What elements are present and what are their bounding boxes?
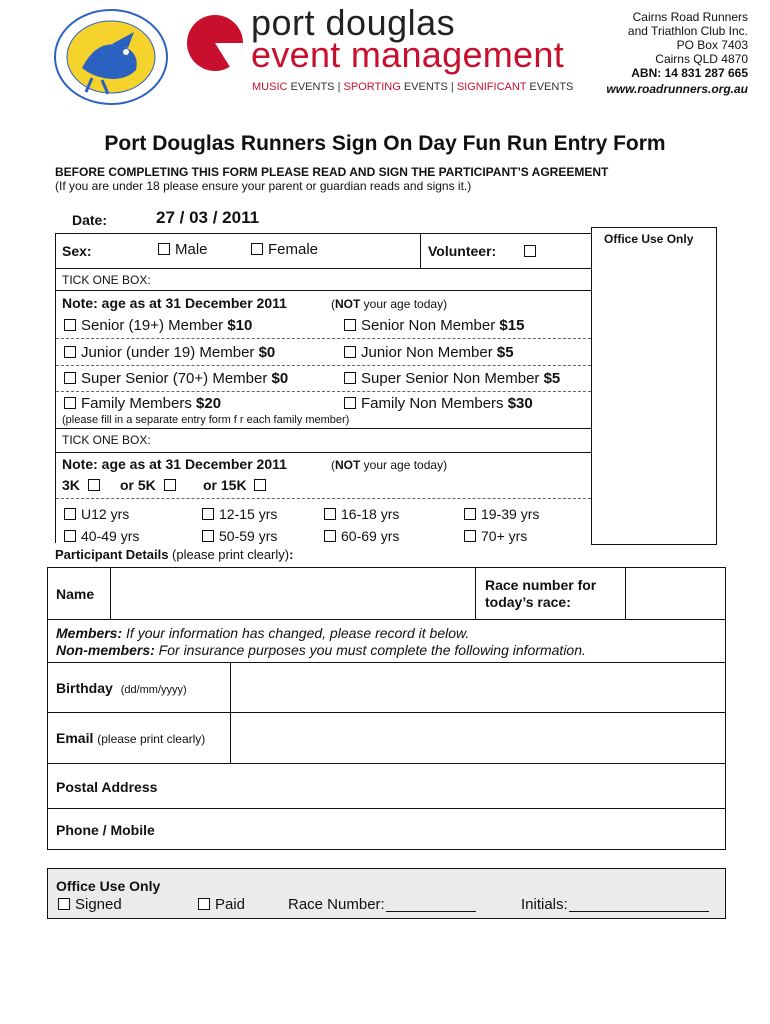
office-use-only-side: Office Use Only — [604, 232, 694, 246]
nonmembers-note: Non-members: For insurance purposes you must complete the following information. — [56, 642, 586, 658]
distance-5k-checkbox[interactable] — [164, 479, 176, 491]
age-group-12-15[interactable]: 12-15 yrs — [202, 506, 277, 522]
club-line-1: Cairns Road Runners — [632, 10, 748, 24]
form-instruction: BEFORE COMPLETING THIS FORM PLEASE READ AND SIGN THE PARTICIPANT’S AGREEMENT — [55, 165, 609, 179]
tick-one-box-1: TICK ONE BOX: — [62, 273, 151, 287]
name-label: Name — [56, 586, 95, 602]
distance-15k-option[interactable]: or 15K — [203, 477, 271, 493]
office-use-title: Office Use Only — [56, 878, 161, 894]
membership-super-senior-member[interactable]: Super Senior (70+) Member $0 — [64, 370, 288, 387]
not-age-note-1: (NOT your age today) — [331, 297, 448, 311]
age-group-u12[interactable]: U12 yrs — [64, 506, 129, 522]
race-number-blank[interactable] — [386, 911, 476, 912]
signed-checkbox[interactable] — [58, 898, 70, 910]
email-field[interactable] — [232, 714, 724, 762]
birthday-label: Birthday (dd/mm/yyyy) — [56, 680, 187, 696]
name-field[interactable] — [112, 569, 474, 618]
volunteer-checkbox[interactable] — [524, 243, 541, 261]
club-seal-logo — [52, 8, 170, 106]
checkbox[interactable] — [64, 319, 76, 331]
initials-blank[interactable] — [569, 911, 709, 912]
club-line-2: and Triathlon Club Inc. — [627, 24, 748, 38]
brand-tagline: MUSIC EVENTS | SPORTING EVENTS | SIGNIFICANT EVENTS — [252, 81, 574, 93]
office-initials: Initials: — [521, 896, 568, 913]
female-checkbox[interactable] — [251, 243, 263, 255]
volunteer-label: Volunteer: — [428, 243, 497, 259]
membership-junior-member[interactable]: Junior (under 19) Member $0 — [64, 344, 275, 361]
membership-senior-member[interactable]: Senior (19+) Member $10 — [64, 317, 252, 334]
phone-mobile-label: Phone / Mobile — [56, 822, 155, 838]
distance-3k-checkbox[interactable] — [88, 479, 100, 491]
age-group-60-69[interactable]: 60-69 yrs — [324, 528, 399, 544]
tagline-sporting: SPORTING — [343, 81, 401, 93]
sex-label: Sex: — [62, 243, 92, 259]
sex-female-option[interactable]: Female — [251, 241, 318, 258]
checkbox[interactable] — [64, 346, 76, 358]
under-18-note: (If you are under 18 please ensure your parent or guardian reads and signs it.) — [55, 179, 472, 193]
age-note-1: Note: age as at 31 December 2011 — [62, 295, 287, 311]
membership-family-non-members[interactable]: Family Non Members $30 — [344, 395, 533, 412]
membership-super-senior-non-member[interactable]: Super Senior Non Member $5 — [344, 370, 560, 387]
not-age-note-2: (NOT your age today) — [331, 458, 448, 472]
club-abn: ABN: 14 831 287 665 — [631, 66, 748, 80]
membership-family-members[interactable]: Family Members $20 — [64, 395, 221, 412]
membership-senior-non-member[interactable]: Senior Non Member $15 — [344, 317, 524, 334]
paid-checkbox[interactable] — [198, 898, 210, 910]
checkbox[interactable] — [344, 372, 356, 384]
checkbox[interactable] — [344, 397, 356, 409]
club-line-4: Cairns QLD 4870 — [655, 52, 748, 66]
distance-3k-option[interactable]: 3K — [62, 477, 105, 493]
email-label: Email (please print clearly) — [56, 730, 206, 746]
male-checkbox[interactable] — [158, 243, 170, 255]
age-note-2: Note: age as at 31 December 2011 — [62, 456, 287, 472]
office-race-number: Race Number: — [288, 896, 385, 913]
checkbox[interactable] — [64, 372, 76, 384]
club-address — [606, 10, 748, 96]
club-line-3: PO Box 7403 — [676, 38, 748, 52]
checkbox[interactable] — [344, 319, 356, 331]
birthday-field[interactable] — [232, 664, 724, 711]
family-note: (please fill in a separate entry form f r each family member) — [62, 414, 350, 426]
postal-address-label: Postal Address — [56, 779, 158, 795]
brand-name-line1: port douglas — [251, 2, 456, 43]
office-signed-option[interactable]: Signed — [58, 896, 122, 913]
sex-male-option[interactable]: Male — [158, 241, 208, 258]
age-group-40-49[interactable]: 40-49 yrs — [64, 528, 139, 544]
checkbox[interactable] — [64, 397, 76, 409]
tick-one-box-2: TICK ONE BOX: — [62, 433, 151, 447]
pdem-logo-mark — [186, 14, 244, 72]
phone-mobile-field[interactable] — [230, 810, 724, 848]
date-value[interactable]: 27 / 03 / 2011 — [156, 208, 260, 227]
membership-junior-non-member[interactable]: Junior Non Member $5 — [344, 344, 514, 361]
postal-address-field[interactable] — [230, 765, 724, 807]
distance-15k-checkbox[interactable] — [254, 479, 266, 491]
age-group-16-18[interactable]: 16-18 yrs — [324, 506, 399, 522]
age-group-70-plus[interactable]: 70+ yrs — [464, 528, 527, 544]
race-number-label: Race number for today’s race: — [485, 577, 597, 610]
race-number-field[interactable] — [627, 569, 724, 618]
form-title: Port Douglas Runners Sign On Day Fun Run Entry Form — [104, 132, 666, 155]
age-group-19-39[interactable]: 19-39 yrs — [464, 506, 539, 522]
checkbox[interactable] — [344, 346, 356, 358]
date-label: Date: — [72, 212, 108, 228]
office-paid-option[interactable]: Paid — [198, 896, 245, 913]
tagline-music: MUSIC — [252, 81, 288, 93]
brand-name-line2: event management — [251, 34, 564, 75]
members-note: Members: If your information has changed, please record it below. — [56, 625, 470, 641]
tagline-significant: SIGNIFICANT — [456, 81, 527, 93]
age-group-50-59[interactable]: 50-59 yrs — [202, 528, 277, 544]
participant-details-heading: Participant Details (please print clearly): — [55, 547, 294, 562]
distance-5k-option[interactable]: or 5K — [120, 477, 181, 493]
club-website: www.roadrunners.org.au — [606, 82, 748, 96]
